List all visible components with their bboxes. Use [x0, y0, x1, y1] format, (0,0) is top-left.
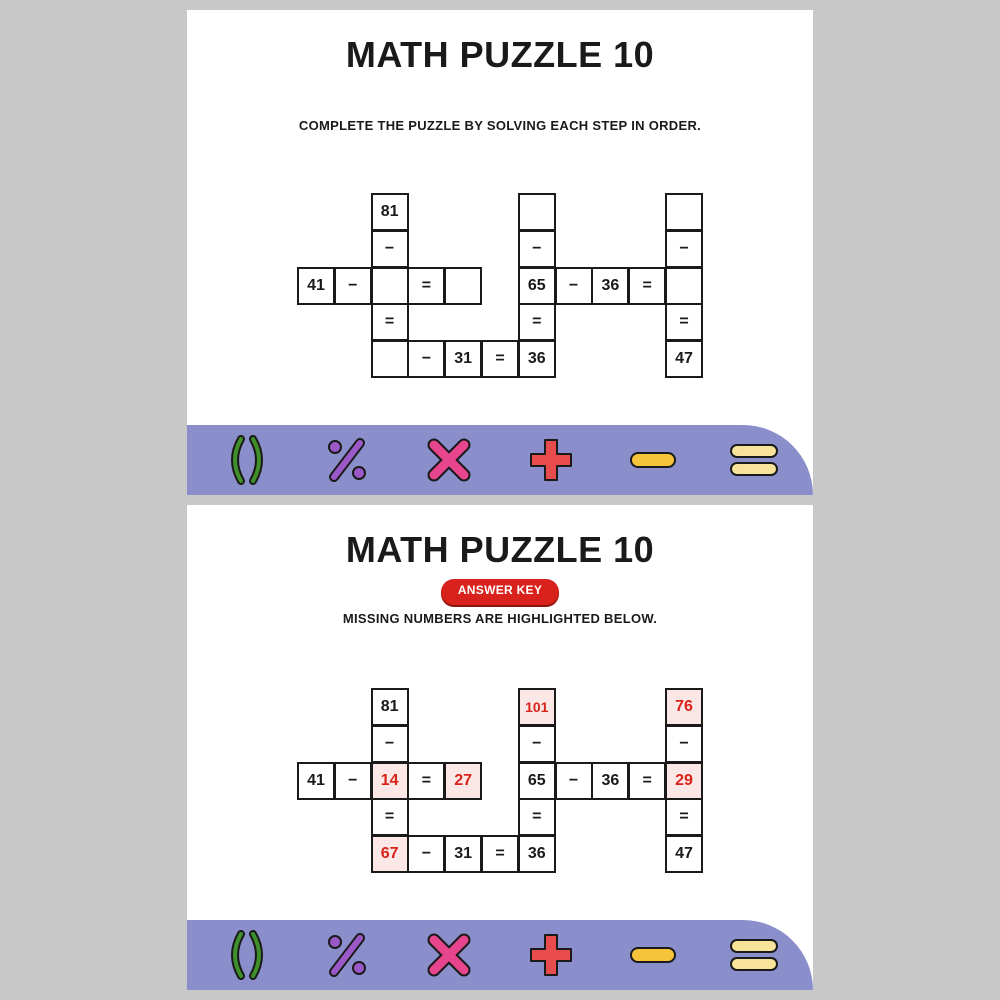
grid-cell: 81	[371, 193, 409, 231]
puzzle-grid	[297, 193, 703, 378]
puzzle-instruction: COMPLETE THE PUZZLE BY SOLVING EACH STEP IN ORDER.	[298, 118, 702, 133]
grid-cell: =	[407, 267, 445, 305]
answer-key-instruction: MISSING NUMBERS ARE HIGHLIGHTED BELOW.	[342, 611, 658, 626]
answer-key-panel	[187, 505, 813, 990]
grid-cell: =	[628, 267, 666, 305]
grid-cell: 36	[591, 267, 629, 305]
grid-cell: 41	[297, 762, 335, 800]
equals-icon	[724, 920, 784, 990]
grid-cell[interactable]	[444, 267, 482, 305]
grid-cell: =	[665, 303, 703, 341]
plus-icon	[521, 920, 581, 990]
grid-cell: =	[481, 835, 519, 873]
grid-cell: =	[407, 762, 445, 800]
grid-cell: −	[371, 725, 409, 763]
puzzle-panel	[187, 10, 813, 495]
grid-cell: −	[518, 230, 556, 268]
grid-cell: −	[407, 835, 445, 873]
grid-cell: 31	[444, 835, 482, 873]
footer-symbol-bar	[187, 425, 813, 495]
grid-cell: =	[518, 798, 556, 836]
equals-icon	[724, 425, 784, 495]
grid-cell: 29	[665, 762, 703, 800]
grid-cell: 31	[444, 340, 482, 378]
answer-key-title: MATH PUZZLE 10	[345, 529, 655, 570]
grid-cell: −	[665, 230, 703, 268]
grid-cell[interactable]	[665, 193, 703, 231]
parentheses-icon	[217, 425, 277, 495]
grid-cell: 14	[371, 762, 409, 800]
footer-symbol-bar	[187, 920, 813, 990]
grid-cell: 47	[665, 835, 703, 873]
grid-cell: 65	[518, 762, 556, 800]
grid-cell: =	[628, 762, 666, 800]
grid-cell: =	[371, 798, 409, 836]
multiply-icon	[419, 920, 479, 990]
grid-cell: =	[518, 303, 556, 341]
percent-icon	[317, 425, 377, 495]
grid-cell: 27	[444, 762, 482, 800]
grid-cell: 67	[371, 835, 409, 873]
grid-cell: −	[407, 340, 445, 378]
grid-cell: =	[371, 303, 409, 341]
answer-key-grid	[297, 688, 703, 873]
grid-cell[interactable]	[665, 267, 703, 305]
grid-cell: 81	[371, 688, 409, 726]
minus-icon	[623, 425, 683, 495]
grid-cell: 36	[518, 835, 556, 873]
multiply-icon	[419, 425, 479, 495]
grid-cell: 76	[665, 688, 703, 726]
percent-icon	[317, 920, 377, 990]
grid-cell: −	[518, 725, 556, 763]
puzzle-title: MATH PUZZLE 10	[345, 34, 655, 75]
minus-icon	[623, 920, 683, 990]
plus-icon	[521, 425, 581, 495]
grid-cell: −	[555, 267, 593, 305]
grid-cell[interactable]	[518, 193, 556, 231]
grid-cell: −	[334, 267, 372, 305]
answer-key-badge: ANSWER KEY	[441, 579, 559, 605]
grid-cell: 47	[665, 340, 703, 378]
parentheses-icon	[217, 920, 277, 990]
grid-cell: 36	[518, 340, 556, 378]
grid-cell: 65	[518, 267, 556, 305]
grid-cell: −	[334, 762, 372, 800]
grid-cell: −	[665, 725, 703, 763]
grid-cell[interactable]	[371, 267, 409, 305]
grid-cell[interactable]	[371, 340, 409, 378]
grid-cell: −	[371, 230, 409, 268]
grid-cell: 36	[591, 762, 629, 800]
grid-cell: =	[665, 798, 703, 836]
grid-cell: =	[481, 340, 519, 378]
grid-cell: 41	[297, 267, 335, 305]
grid-cell: 101	[518, 688, 556, 726]
grid-cell: −	[555, 762, 593, 800]
